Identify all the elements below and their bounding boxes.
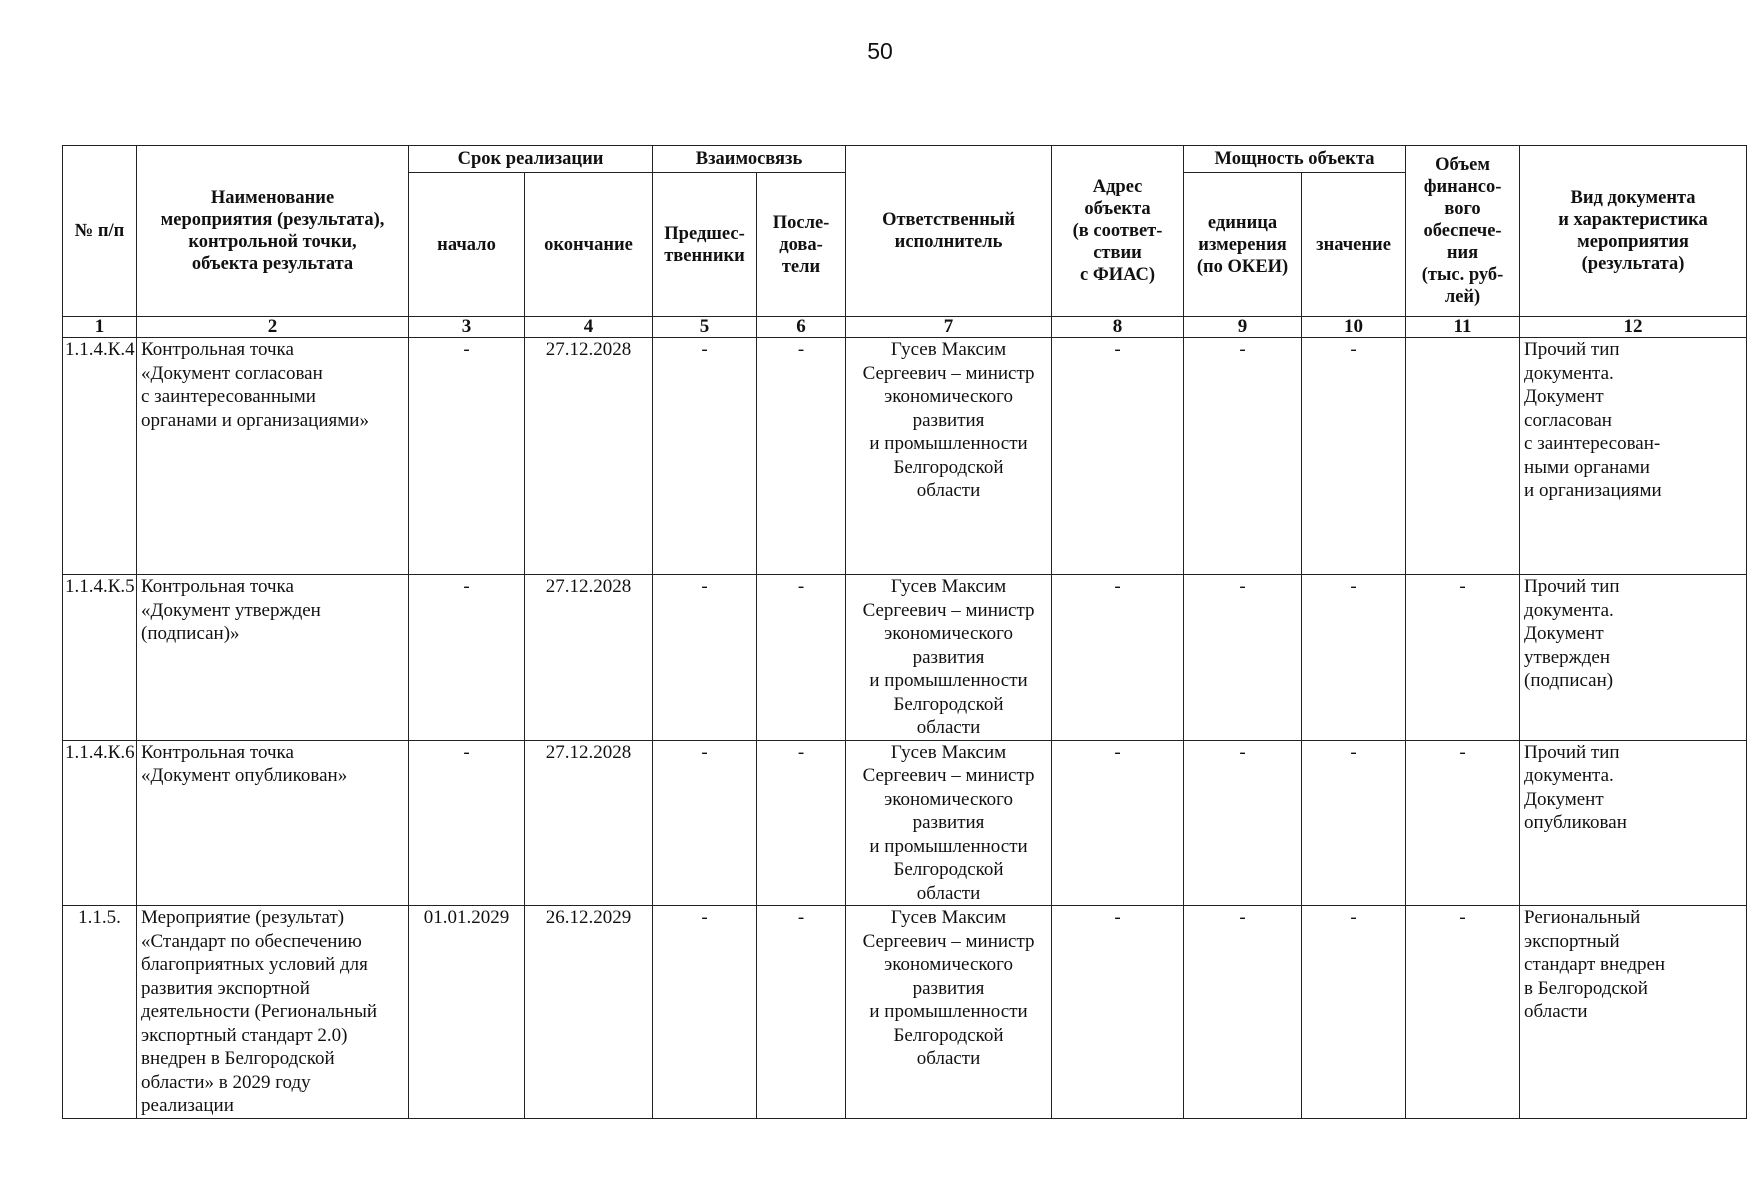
column-number: 8 — [1052, 317, 1184, 338]
row-address: - — [1052, 338, 1184, 575]
row-next: - — [757, 906, 846, 1119]
header-term-end: окончание — [525, 173, 653, 317]
column-number: 5 — [653, 317, 757, 338]
row-finance: - — [1406, 906, 1520, 1119]
row-doc: Региональный экспортный стандарт внедрен в Белгородской области — [1520, 906, 1747, 1119]
header-link-group: Взаимосвязь — [653, 146, 846, 173]
row-finance — [1406, 338, 1520, 575]
page-number: 50 — [867, 38, 893, 64]
header-finance: Объем финансо- вого обеспече- ния (тыс. руб- лей) — [1406, 146, 1520, 317]
row-responsible: Гусев Максим Сергеевич – министр экономического развития и промышленности Белгородской области — [846, 740, 1052, 906]
column-number: 9 — [1184, 317, 1302, 338]
header-doc-type: Вид документа и характеристика мероприятия (результата) — [1520, 146, 1747, 317]
column-number: 7 — [846, 317, 1052, 338]
header-responsible: Ответственный исполнитель — [846, 146, 1052, 317]
column-number: 1 — [63, 317, 137, 338]
row-responsible: Гусев Максим Сергеевич – министр экономического развития и промышленности Белгородской области — [846, 338, 1052, 575]
header-name: Наименование мероприятия (результата), контрольной точки, объекта результата — [137, 146, 409, 317]
plan-table — [62, 145, 1747, 1119]
header-capacity-value: значение — [1302, 173, 1406, 317]
header-capacity-group: Мощность объекта — [1184, 146, 1406, 173]
row-next: - — [757, 338, 846, 575]
row-start: 01.01.2029 — [409, 906, 525, 1119]
table-row — [63, 338, 1747, 575]
row-responsible: Гусев Максим Сергеевич – министр экономического развития и промышленности Белгородской области — [846, 906, 1052, 1119]
row-responsible: Гусев Максим Сергеевич – министр экономического развития и промышленности Белгородской области — [846, 575, 1052, 741]
row-num: 1.1.4.К.4 — [63, 338, 137, 575]
column-number: 11 — [1406, 317, 1520, 338]
row-end: 27.12.2028 — [525, 575, 653, 741]
row-next: - — [757, 575, 846, 741]
row-name: Контрольная точка «Документ согласован с заинтересованными органами и организациями» — [137, 338, 409, 575]
header-num: № п/п — [63, 146, 137, 317]
row-unit: - — [1184, 575, 1302, 741]
row-address: - — [1052, 906, 1184, 1119]
row-start: - — [409, 740, 525, 906]
header-link-next: После- дова- тели — [757, 173, 846, 317]
row-name: Контрольная точка «Документ опубликован» — [137, 740, 409, 906]
row-end: 27.12.2028 — [525, 338, 653, 575]
column-number: 6 — [757, 317, 846, 338]
row-num: 1.1.4.К.5 — [63, 575, 137, 741]
column-number: 2 — [137, 317, 409, 338]
row-finance: - — [1406, 575, 1520, 741]
row-value: - — [1302, 906, 1406, 1119]
table-row — [63, 906, 1747, 1119]
row-doc: Прочий тип документа. Документ согласован с заинтересован- ными органами и организациями — [1520, 338, 1747, 575]
header-link-prev: Предшес- твенники — [653, 173, 757, 317]
row-prev: - — [653, 740, 757, 906]
row-unit: - — [1184, 740, 1302, 906]
row-prev: - — [653, 906, 757, 1119]
row-num: 1.1.5. — [63, 906, 137, 1119]
row-prev: - — [653, 575, 757, 741]
row-value: - — [1302, 740, 1406, 906]
table-row — [63, 575, 1747, 741]
row-address: - — [1052, 740, 1184, 906]
column-number: 4 — [525, 317, 653, 338]
row-doc: Прочий тип документа. Документ опубликован — [1520, 740, 1747, 906]
header-term-group: Срок реализации — [409, 146, 653, 173]
row-start: - — [409, 338, 525, 575]
row-prev: - — [653, 338, 757, 575]
column-number: 10 — [1302, 317, 1406, 338]
row-num: 1.1.4.К.6 — [63, 740, 137, 906]
row-finance: - — [1406, 740, 1520, 906]
row-end: 26.12.2029 — [525, 906, 653, 1119]
row-name: Мероприятие (результат) «Стандарт по обеспечению благоприятных условий для развития экспортной деятельности (Региональный экспортный стандарт 2.0) внедрен в Белгородской области» в 2029 году реализации — [137, 906, 409, 1119]
row-end: 27.12.2028 — [525, 740, 653, 906]
column-number-row — [63, 317, 1747, 338]
row-unit: - — [1184, 338, 1302, 575]
row-unit: - — [1184, 906, 1302, 1119]
row-start: - — [409, 575, 525, 741]
row-value: - — [1302, 338, 1406, 575]
column-number: 3 — [409, 317, 525, 338]
table-row — [63, 740, 1747, 906]
header-address: Адрес объекта (в соответ- ствии с ФИАС) — [1052, 146, 1184, 317]
row-value: - — [1302, 575, 1406, 741]
row-name: Контрольная точка «Документ утвержден (подписан)» — [137, 575, 409, 741]
row-address: - — [1052, 575, 1184, 741]
column-number: 12 — [1520, 317, 1747, 338]
row-doc: Прочий тип документа. Документ утвержден (подписан) — [1520, 575, 1747, 741]
row-next: - — [757, 740, 846, 906]
header-capacity-unit: единица измерения (по ОКЕИ) — [1184, 173, 1302, 317]
header-term-start: начало — [409, 173, 525, 317]
